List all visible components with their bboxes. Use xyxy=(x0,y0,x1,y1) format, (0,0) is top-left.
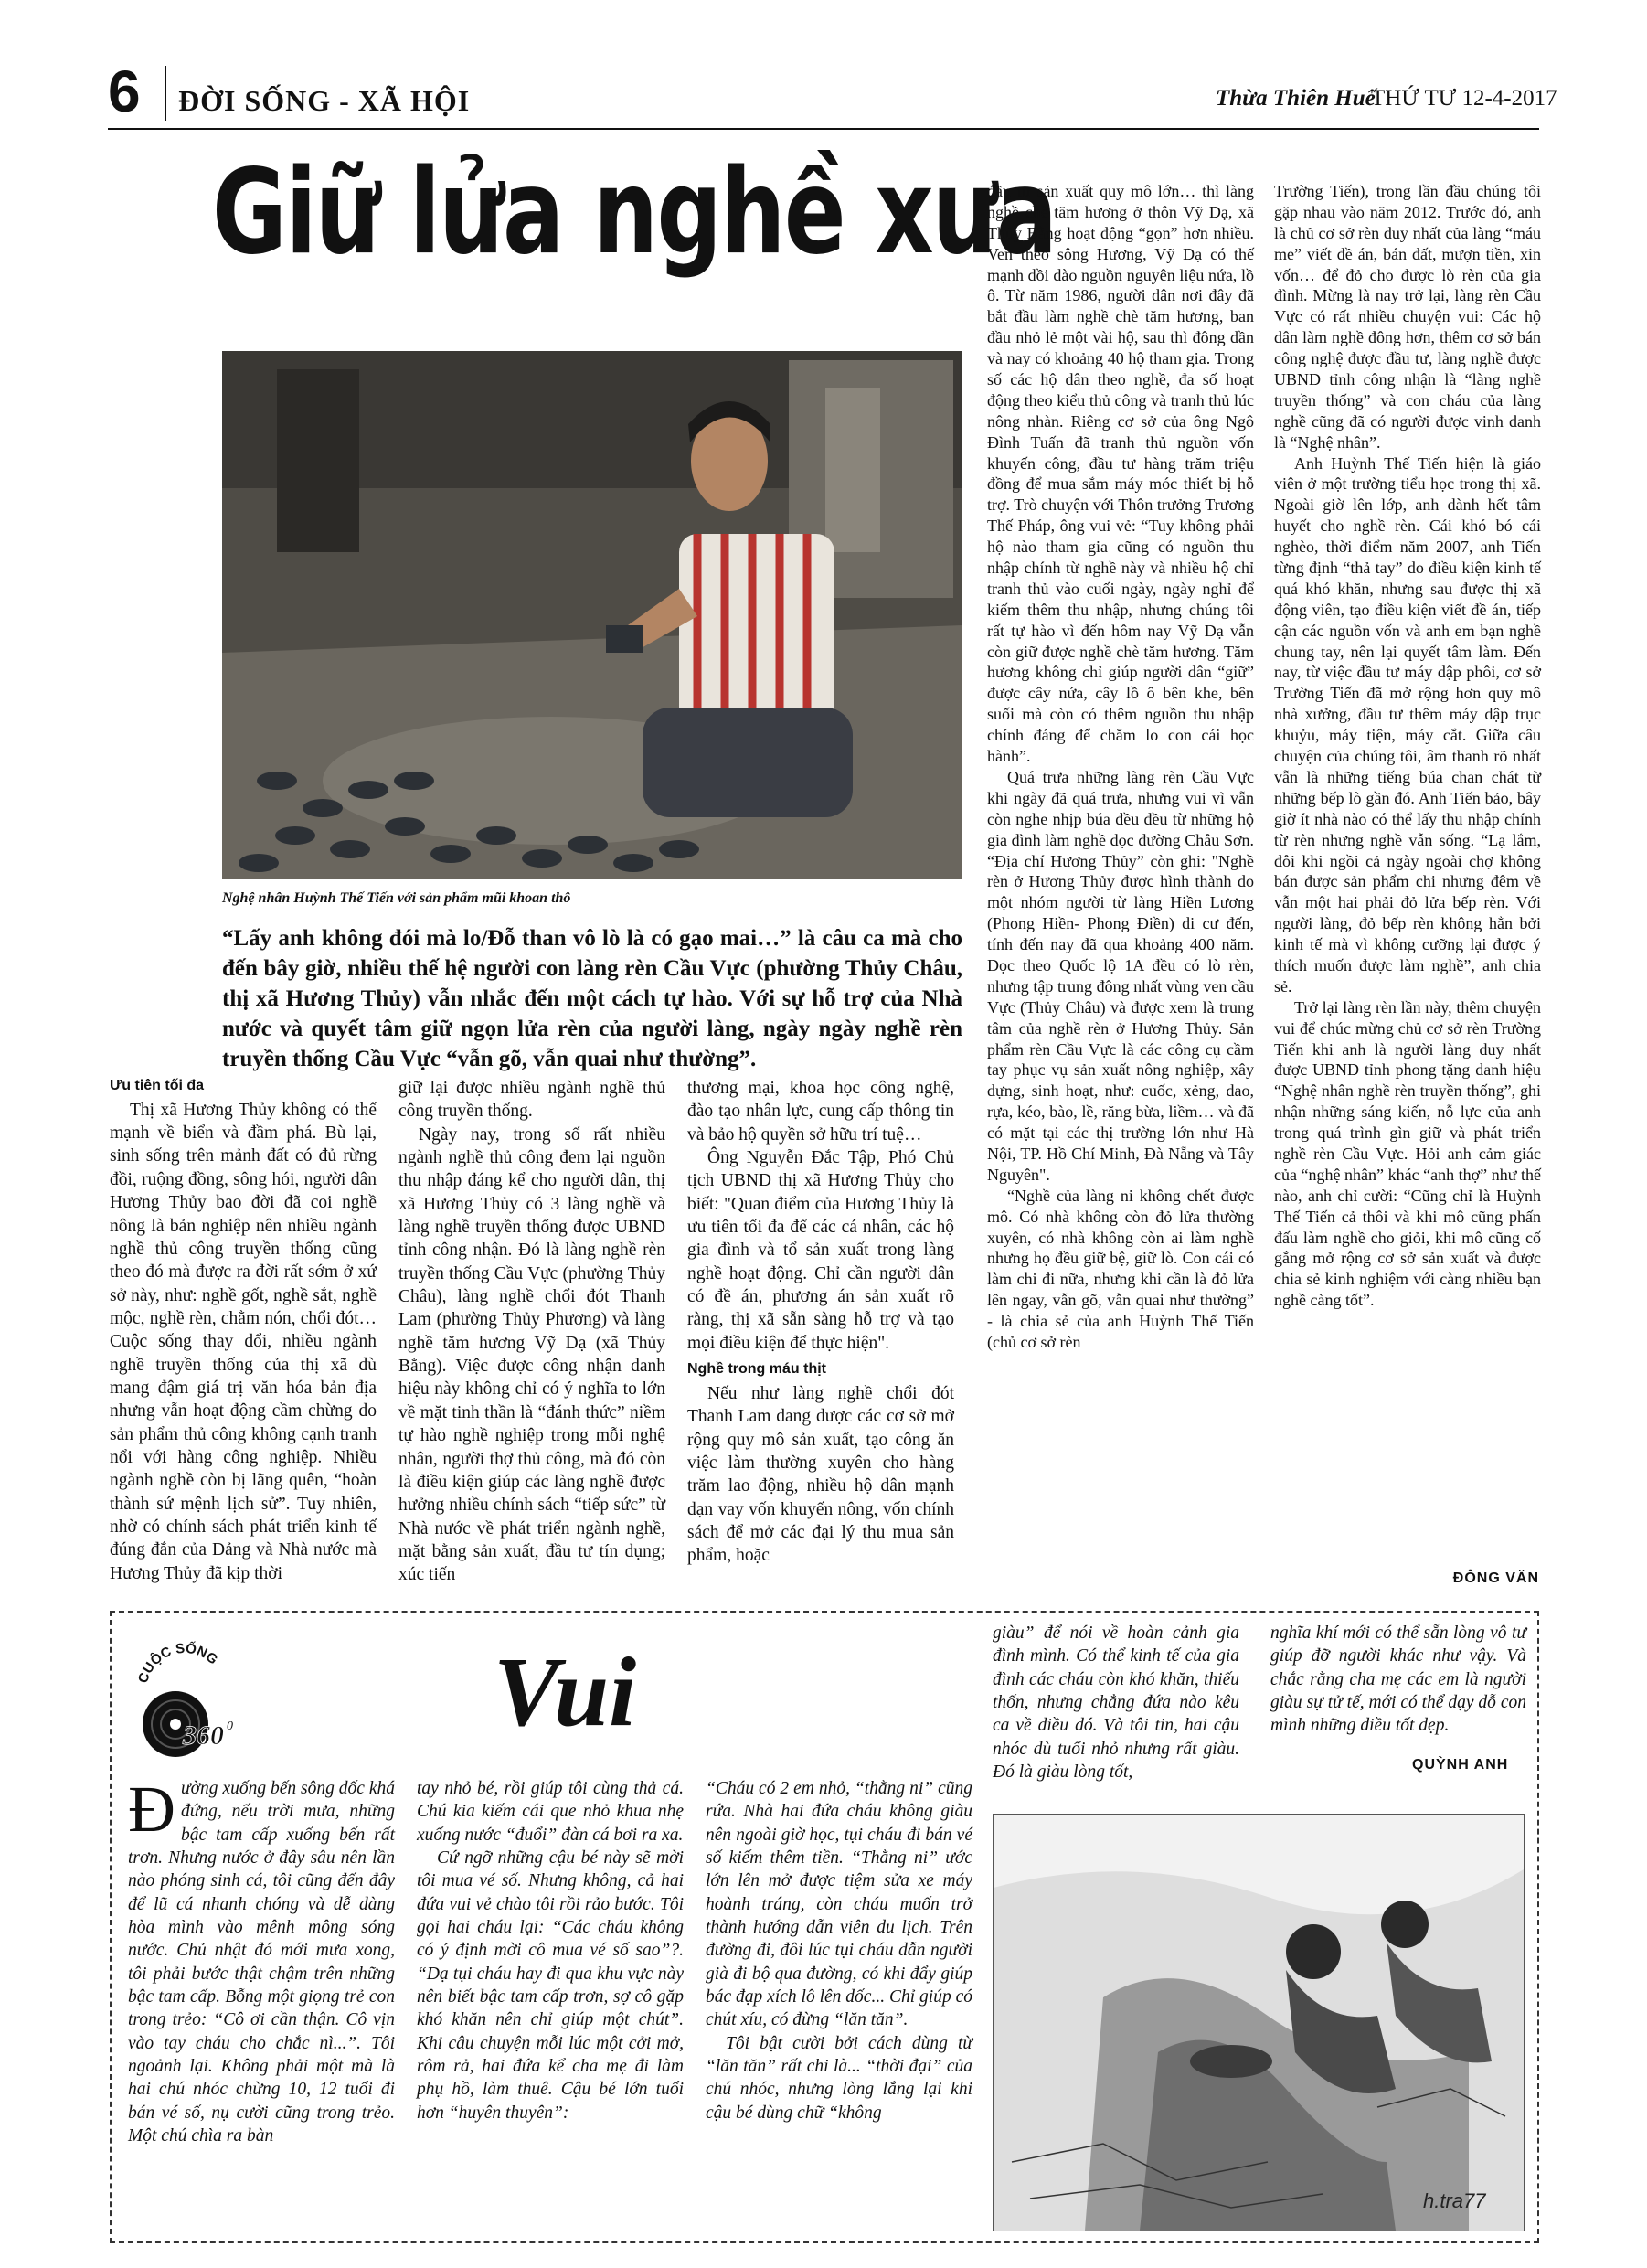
article-column-3 xyxy=(687,1077,954,1568)
article-column-1 xyxy=(110,1077,377,1585)
dropcap: Đ xyxy=(128,1773,175,1846)
paragraph: Thị xã Hương Thủy không có thế mạnh về biển và đầm phá. Bù lại, sinh sống trên mảnh đất có đủ rừng đồi, ruộng đồng, sông hói, người dân Hương Thủy bao đời đã coi nghề nông là bản nghiệp nên nhiều ngành nghề thủ công truyền thống cũng theo đó mà được ra đời rất sớm ở xứ sở này, như: nghề gốt, nghề sắt, nghề mộc, nghề rèn, chằm nón, chổi đót… Cuộc sống thay đổi, nhiều ngành nghề truyền thống của thị xã dù mang đậm giá trị văn hóa bản địa nhưng vẫn hoạt động cầm chừng do sản phẩm thủ công không cạnh tranh nổi với hàng công nghiệp. Nhiều ngành nghề còn bị lãng quên, “hoàn thành sứ mệnh lịch sử”. Tuy nhiên, nhờ có chính sách phát triển kinh tế đúng đắn của Đảng và Nhà nước mà Hương Thủy đã kịp thời xyxy=(110,1100,377,1583)
paragraph: Anh Huỳnh Thế Tiến hiện là giáo viên ở một trường tiểu học trong thị xã. Ngoài giờ lên lớp, anh dành hết tâm huyết cho nghề rèn. Cái khó bó cái nghèo, thời điểm năm 2007, anh Tiến từng định “thả tay” do điều kiện kinh tế quá khó khăn, nhưng sau được thị xã động viên, tạo điều kiện viết đề án, tiếp cận các nguồn vốn và anh em bạn nghề chung tay, nên lại quyết tâm làm. Đến nay, từ việc đầu tư máy dập phôi, cơ sở Trường Tiến đã mở rộng hơn quy mô nhà xưởng, đầu tư thêm máy dập trục khuỷu, máy tiện, máy cắt. Giữa câu chuyện của chúng tôi, âm thanh rõ nhất vẫn là những tiếng búa chan chát từ những bếp lò gần đó. Anh Tiến bảo, bây giờ ít nhà nào có thể lấy thu nhập chính từ rèn nhưng nghề vẫn sống. “Lạ lắm, đôi khi ngồi cả ngày ngoài chợ không bán được sản phẩm chi nhưng đêm về vẫn một hai phải đỏ lửa bếp rèn. Với người làng, đỏ bếp rèn không hẳn bởi kinh tế mà vì không cưỡng lại được ý thích muốn được làm nghề”, anh chia sẻ. xyxy=(1274,453,1541,996)
paragraph: Cứ ngỡ những cậu bé này sẽ mời tôi mua vé số. Nhưng không, cả hai đứa vui vẻ chào tôi rồi rảo bước. Tôi gọi hai cháu lại: “Các cháu không có ý định mời cô mua vé số sao”?. “Dạ tụi cháu hay đi qua khu vực này nên biết bậc tam cấp trơn, sợ cô gặp khó khăn nên chỉ giúp một chút”. Khi câu chuyện mỗi lúc một cởi mở, rôm rả, hai đứa kể cha mẹ đi làm phụ hồ, làm thuê. Cậu bé lớn tuổi hơn “huyên thuyên”: xyxy=(417,1848,684,2123)
logo-degree: 0 xyxy=(227,1720,233,1733)
paragraph: Trường Tiến), trong lần đầu chúng tôi gặp nhau vào năm 2012. Trước đó, anh là chủ cơ sở rèn duy nhất của làng “máu me” viết đề án, bán đất, mượn tiền, xin vốn… để đỏ cho được lò rèn của gia đình. Mừng là nay trở lại, làng rèn Cầu Vực có rất nhiều chuyện vui: Các hộ dân làm nghề đông hơn, thêm cơ sở bán công nghệ được đầu tư, làng nghề được UBND tỉnh công nhận là “làng nghề truyền thống” và con cháu của làng nghề cũng đã có người được vinh danh là “Nghệ nhân”. xyxy=(1274,182,1541,452)
headline: Giữ lửa nghề xưa xyxy=(212,144,1057,281)
logo-number: 360 xyxy=(183,1720,224,1751)
vui-column-2 xyxy=(417,1777,684,2124)
article-byline: ĐÔNG VĂN xyxy=(1452,1571,1539,1586)
children-releasing-fish-sketch xyxy=(994,1815,1524,2231)
paragraph: giàu” để nói về hoàn cảnh gia đình mình. Có thể kinh tế của gia đình các cháu còn khó khăn, thiếu thốn, nhưng chẳng đứa nào kêu ca về điều đó. Và tôi tin, hai cậu nhóc dù tuổi nhỏ nhưng rất giàu. Đó là giàu lòng tốt, xyxy=(993,1624,1239,1783)
cuoc-song-360-logo xyxy=(128,1636,238,1764)
vui-sketch xyxy=(993,1814,1525,2231)
paragraph: Ông Nguyễn Đắc Tập, Phó Chủ tịch UBND thị xã Hương Thủy cho biết: "Quan điểm của Hương Thủy là ưu tiên tối đa để các cá nhân, các hộ gia đình và tổ sản xuất trong làng nghề hoạt động. Chỉ cần người dân có đề án, phương án sản xuất rõ ràng, thị xã sẵn sàng hỗ trợ và tạo mọi điều kiện để thực hiện". xyxy=(687,1148,954,1353)
article-column-2 xyxy=(398,1077,665,1587)
sketch-signature: h.tra77 xyxy=(1423,2189,1486,2212)
paragraph: nghĩa khí mới có thể sẵn lòng vô tư giúp đỡ người khác như vậy. Và chắc rằng cha mẹ các em là người giàu sự tử tế, mới có thể dạy dỗ con mình những điều tốt đẹp. xyxy=(1270,1624,1526,1736)
paragraph: thương mại, khoa học công nghệ, đào tạo nhân lực, cung cấp thông tin và bảo hộ quyền sở hữu trí tuệ… xyxy=(687,1079,954,1145)
paragraph: giữ lại được nhiều ngành nghề thủ công truyền thống. xyxy=(398,1079,665,1122)
header-divider xyxy=(165,66,166,121)
article-lead: “Lấy anh không đói mà lo/Đỗ than vô lò là có gạo mai…” là câu ca mà cho đến bây giờ, nhiều thế hệ người con làng rèn Cầu Vực (phường Thủy Châu, thị xã Hương Thủy) vẫn nhắc đến một cách tự hào. Với sự hỗ trợ của Nhà nước và quyết tâm giữ ngọn lửa rèn của người làng, ngày ngày nghề rèn truyền thống Cầu Vực “vẫn gõ, vẫn quai như thường”. xyxy=(222,926,962,1071)
issue-date: THỨ TƯ 12-4-2017 xyxy=(1371,86,1557,111)
logo-text: CUỘC SỐNG xyxy=(135,1640,221,1686)
article-photo xyxy=(222,351,962,879)
vui-byline: QUỲNH ANH xyxy=(1412,1757,1509,1773)
header-rule xyxy=(108,128,1539,130)
paragraph: “Cháu có 2 em nhỏ, “thằng ni” cũng rứa. Nhà hai đứa cháu không giàu nên ngoài giờ học, tụi cháu đi bán vé số kiếm thêm tiền. “Thằng ni” ước lớn lên mở được tiệm sửa xe máy hoành tráng, còn cháu muốn trở thành hướng dẫn viên du lịch. Trên đường đi, đôi lúc tụi cháu dẫn người già đi bộ qua đường, có khi đẩy giúp bác đạp xích lô lên dốc... Chỉ giúp có chút xíu, có đừng “lăn tăn”. xyxy=(706,1779,972,2030)
blacksmith-photo-illustration xyxy=(222,351,962,879)
vui-column-4 xyxy=(993,1622,1239,1784)
vui-column-5 xyxy=(1270,1622,1526,1738)
svg-text:CUỘC SỐNG xyxy=(135,1640,220,1685)
subhead-blood: Nghề trong máu thịt xyxy=(687,1361,826,1378)
paragraph: Quá trưa những làng rèn Cầu Vực khi ngày đã quá trưa, nhưng vui vì vẫn còn nghe nhịp búa đều đều từ những hộ gia đình làm nghề dọc đường Châu Sơn. “Địa chí Hương Thủy” còn ghi: "Nghề rèn ở Hương Thủy được hình thành do một nhóm người từ làng Hiền Lương (Phong Hiền- Phong Điền) di cư đến, tính đến nay đã qua khoảng 400 năm. Dọc theo Quốc lộ 1A đều có lò rèn, nhưng tập trung đông nhất vùng ven cầu Vực (Thủy Châu) và được xem là trung tâm của nghề rèn ở Hương Thủy. Sản phẩm rèn Cầu Vực là các công cụ cầm tay phục vụ sản xuất nông nghiệp, xây dựng, sinh hoạt, như: cuốc, xẻng, dao, rựa, kéo, bào, lề, răng bừa, liềm… và đã có mặt tại các thị trường lớn như Hà Nội, TP. Hồ Chí Minh, Đà Nẵng và Tây Nguyên". xyxy=(987,767,1254,1184)
vinyl-record-icon xyxy=(128,1636,238,1764)
vui-column-1 xyxy=(128,1773,395,2148)
page-number: 6 xyxy=(108,59,141,124)
newspaper-name: Thừa Thiên Huế xyxy=(1216,86,1376,111)
article-column-5 xyxy=(1274,181,1541,1311)
paragraph: ường xuống bến sông dốc khá đứng, nếu trời mưa, những bậc tam cấp xuống bến rất trơn. Nhưng nước ở đây sâu nên lần nào phóng sinh cá, tôi cũng đến đây để lũ cá nhanh chóng và dễ dàng hòa mình vào mênh mông sóng nước. Chủ nhật đó mới mưa xong, tôi phải bước thật chậm trên những bậc tam cấp. Bỗng một giọng trẻ con trong trẻo: “Cô ơi cần thận. Cô vịn vào tay cháu cho chắc nì...”. Tôi ngoảnh lại. Không phải một mà là hai chú nhóc chừng 10, 12 tuổi đi bán vé số, nụ cười cũng trong trẻo. Một chú chìa ra bàn xyxy=(128,1779,395,2146)
paragraph: Nếu như làng nghề chổi đót Thanh Lam đang được các cơ sở mở rộng quy mô sản xuất, tạo công ăn việc làm thường xuyên cho hàng trăm lao động, nhiều hộ dân mạnh dạn vay vốn khuyến nông, vốn chính sách để mở các đại lý thu mua sản phẩm, hoặc xyxy=(687,1383,954,1566)
paragraph: Trở lại làng rèn lần này, thêm chuyện vui để chúc mừng chủ cơ sở rèn Trường Tiến khi anh là người làng duy nhất được UBND tỉnh phong tặng danh hiệu “Nghệ nhân nghề rèn truyền thống”, ghi nhận những sáng kiến, nỗ lực của anh trong quá trình gìn giữ và phát triển nghề rèn Cầu Vực. Hỏi anh cảm giác của “nghệ nhân” khác “anh thợ” như thế nào, anh chỉ cười: “Cũng chỉ là Huỳnh Thế Tiến cả thôi và khi mô cũng phấn đấu làm nghề cho giỏi, khi mô cũng cố gắng mở rộng cơ sở sản xuất và được chia sẻ kinh nghiệm với càng nhiều bạn nghề càng tốt”. xyxy=(1274,997,1541,1310)
paragraph: tay nhỏ bé, rồi giúp tôi cùng thả cá. Chú kia kiếm cái que nhỏ khua nhẹ xuống nước “đuổi” đàn cá bơi ra xa. xyxy=(417,1779,684,1845)
paragraph: đầu tư sản xuất quy mô lớn… thì làng nghề chè tăm hương ở thôn Vỹ Dạ, xã Thủy Bằng hoạt động “gọn” hơn nhiều. Ven theo sông Hương, Vỹ Dạ có thế mạnh dồi dào nguồn nguyên liệu nứa, lồ ô. Từ năm 1986, người dân nơi đây đã bắt đầu làm nghề chè tăm hương, ban đầu nhỏ lẻ một vài hộ, sau thì đông dần và nay có khoảng 40 hộ tham gia. Trong số các hộ dân theo nghề, đa số hoạt động theo kiểu thủ công và tranh thủ lúc nông nhàn. Riêng cơ sở của ông Ngô Đình Tuấn đã tranh thủ nguồn vốn khuyến công, đầu tư hàng trăm triệu đồng để mua sắm máy móc thiết bị hỗ trợ. Trò chuyện với Thôn trưởng Trương Thế Pháp, ông vui vẻ: “Tuy không phải hộ nào tham gia cũng có nguồn thu nhập chính từ nghề này và nhiều hộ chỉ tranh thủ vào cuối ngày, ngày nghỉ để kiếm thêm thu nhập, nhưng chúng tôi rất tự hào vì đến hôm nay Vỹ Dạ vẫn còn giữ được nghề chè tăm hương. Tăm hương không chỉ giúp người dân “giữ” được cây nứa, cây lồ ô bên khe, bên suối mà còn có thêm nguồn thu nhập chính đáng để chăm lo con cái học hành”. xyxy=(987,182,1254,766)
paragraph: Tôi bật cười bởi cách dùng từ “lăn tăn” rất chi là... “thời đại” của chú nhóc, nhưng lòng lắng lại khi cậu bé dùng chữ “không xyxy=(706,2033,972,2123)
vui-title: Vui xyxy=(494,1638,637,1747)
photo-caption: Nghệ nhân Huỳnh Thế Tiến với sản phẩm mũi khoan thô xyxy=(222,890,571,906)
paragraph: “Nghề của làng ni không chết được mô. Có nhà không còn đỏ lửa thường xuyên, có nhà không còn ai làm nghề nhưng họ đều giữ bệ, giữ lò. Con cái có làm chi đi nữa, nhưng khi cần là đỏ lửa lên ngay, vẫn gõ, vẫn quai như thường” - là chia sẻ của anh Huỳnh Thế Tiến (chủ cơ sở rèn xyxy=(987,1186,1254,1351)
vui-column-3 xyxy=(706,1777,972,2124)
section-title: ĐỜI SỐNG - XÃ HỘI xyxy=(178,84,471,117)
subhead-priority: Ưu tiên tối đa xyxy=(110,1078,205,1093)
paragraph: Ngày nay, trong số rất nhiều ngành nghề thủ công đem lại nguồn thu nhập đáng kể cho người dân, thị xã Hương Thủy có 3 làng nghề và làng nghề truyền thống được UBND tỉnh công nhận. Đó là làng nghề rèn truyền thống Cầu Vực (phường Thủy Châu), làng nghề chổi đót Thanh Lam (phường Thủy Phương) và làng nghề tăm hương Vỹ Dạ (xã Thủy Bằng). Việc được công nhận danh hiệu này không chỉ có ý nghĩa to lớn về mặt tinh thần là “đánh thức” niềm tự hào nghề nghiệp trong mỗi nghệ nhân, người thợ thủ công, mà đó còn là điều kiện giúp các làng nghề được hưởng nhiều chính sách “tiếp sức” từ Nhà nước về phát triển ngành nghề, mặt bằng sản xuất, đầu tư tín dụng; xúc tiến xyxy=(398,1124,665,1585)
article-column-4 xyxy=(987,181,1254,1353)
